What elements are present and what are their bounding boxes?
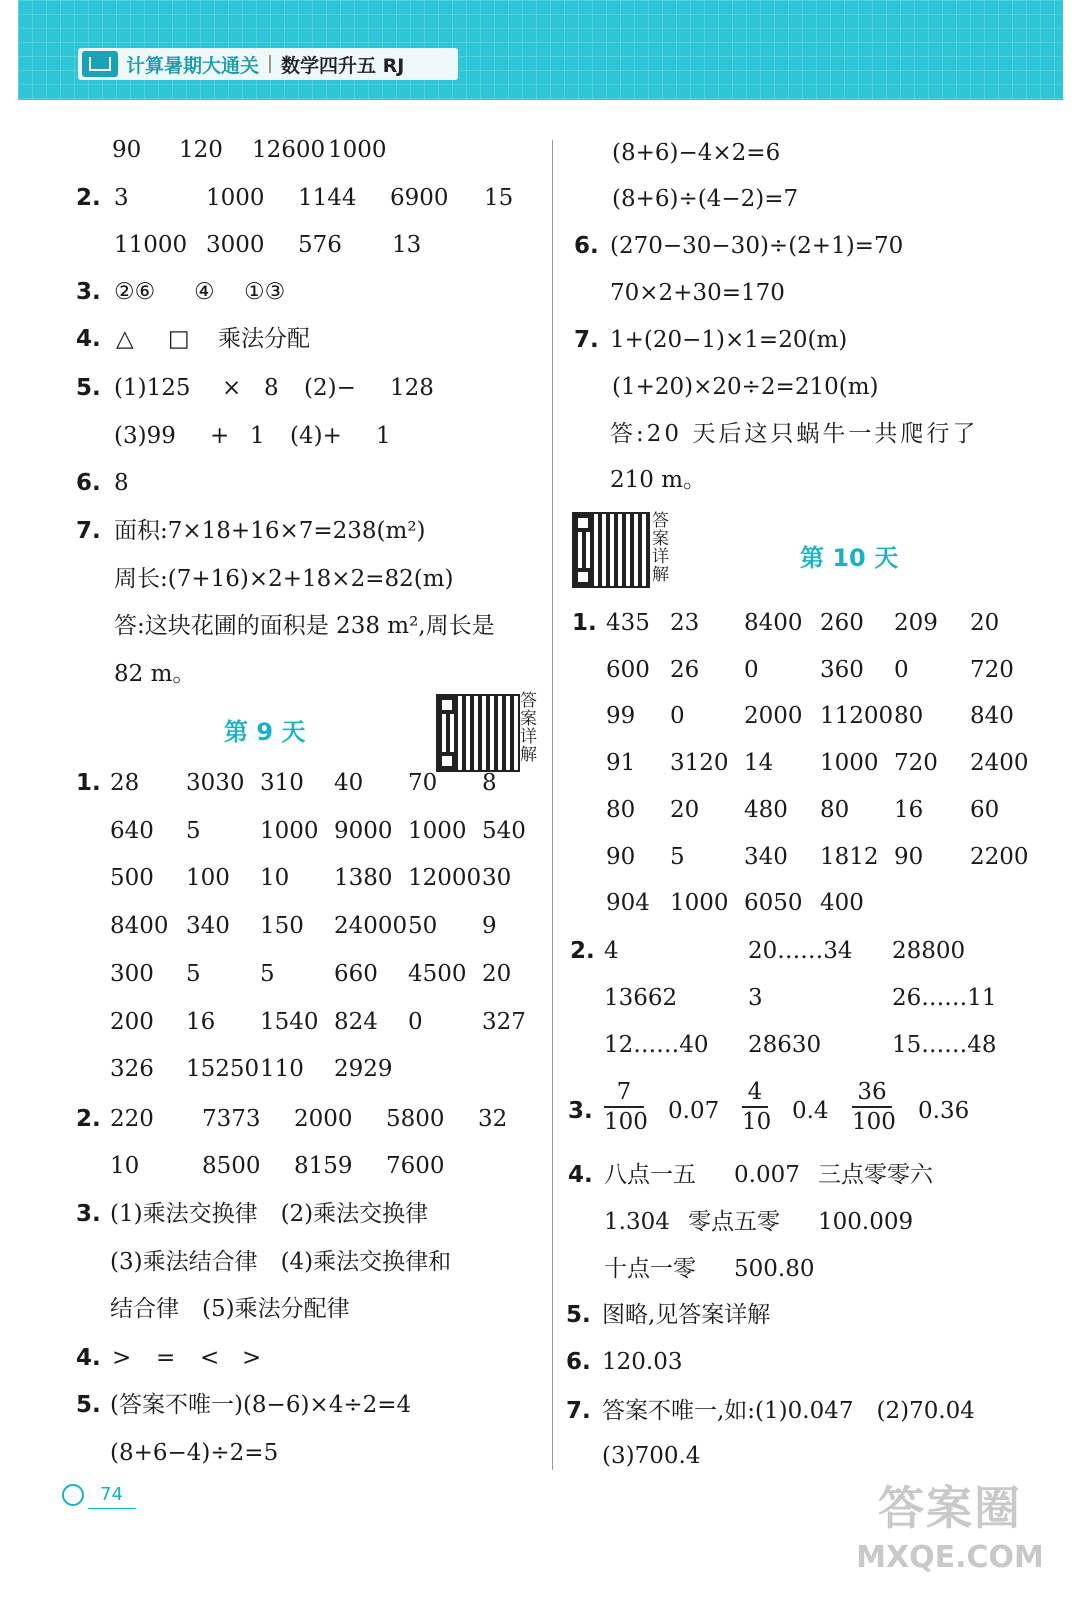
d9-q1-cell: 24000: [334, 913, 408, 940]
d10-q1-cell: 260: [820, 610, 864, 636]
d9-q1-cell: 0: [408, 1008, 423, 1035]
d9-q1-cell: 3030: [186, 770, 245, 796]
d10-q2-cell: 4: [604, 938, 619, 964]
d9-q1-cell: 326: [110, 1056, 154, 1083]
d10-q1-cell: 1000: [820, 750, 879, 777]
d10-q1-cell: 14: [744, 750, 774, 777]
header-banner: [18, 0, 1063, 100]
d9-q1-cell: 40: [334, 770, 364, 796]
d10-q1-cell: 0: [744, 656, 759, 683]
d10-q1-cell: 90: [894, 843, 924, 870]
d9-q1-cell: 8: [482, 770, 497, 796]
d9-q1-cell: 9: [482, 913, 497, 940]
d9-q1-cell: 100: [186, 865, 230, 892]
d10-q1-cell: 23: [670, 610, 700, 636]
d10-q1-cell: 80: [606, 796, 636, 823]
d10-q1-cell: 91: [606, 750, 636, 777]
d10-q1-cell: 720: [970, 656, 1014, 683]
d9-q1-cell: 8400: [110, 913, 169, 940]
d10-q1-cell: 400: [820, 890, 864, 917]
d10-q1-cell: 26: [670, 656, 700, 683]
d10-q1-cell: 0: [670, 703, 685, 730]
qr-code-day9[interactable]: [436, 694, 520, 772]
day-9-title: 第 9 天: [224, 718, 306, 746]
d10-q1-cell: 2000: [744, 703, 803, 730]
footer-rule: [88, 1508, 136, 1509]
d9-q1-cell: 5: [260, 960, 275, 987]
header-tag: [78, 48, 458, 80]
d10-q4-cell: 零点五零: [688, 1209, 780, 1235]
d10-q1-cell: 0: [894, 656, 909, 683]
d10-q1-cell: 2400: [970, 750, 1029, 777]
d9-q1-cell: 9000: [334, 817, 393, 844]
d9-q1-cell: 110: [260, 1056, 304, 1083]
series-title: 计算暑期大通关: [126, 54, 260, 77]
d9-q1-cell: 150: [260, 913, 304, 940]
d9-q2-cell: 32: [478, 1106, 508, 1132]
d10-q4-cell: 1.304: [604, 1209, 670, 1235]
d9-q1-cell: 70: [408, 770, 438, 796]
d10-q1-cell: 16: [894, 796, 924, 823]
d9-q1-cell: 310: [260, 770, 304, 796]
d10-q1-cell: 3120: [670, 750, 729, 777]
qr-label-day10: 答案详解: [652, 511, 669, 585]
d10-q2-cell: 26……11: [892, 985, 997, 1011]
d10-q1-cell: 99: [606, 703, 636, 730]
d10-q2-cell: 3: [748, 985, 763, 1011]
d9-q1-cell: 30: [482, 865, 512, 892]
d9-q1-cell: 540: [482, 817, 526, 844]
d10-q2-cell: 15……48: [892, 1032, 997, 1058]
subject-title: 数学四升五 RJ: [281, 54, 405, 77]
d10-q1-cell: 720: [894, 750, 938, 777]
d10-q1-cell: 360: [820, 656, 864, 683]
d9-q1-cell: 16: [186, 1008, 216, 1035]
d10-q4-cell: 十点一零: [604, 1256, 696, 1282]
fraction-4-10: 4 10: [742, 1079, 772, 1135]
d10-q1-cell: 6050: [744, 890, 803, 917]
page-number: 74: [100, 1484, 123, 1505]
d10-q1-cell: 8400: [744, 610, 803, 636]
d10-q1-cell: 600: [606, 656, 650, 683]
header-divider: [269, 55, 271, 73]
d9-q2-cell: 7373: [202, 1106, 261, 1132]
d10-q1-cell: 480: [744, 796, 788, 823]
d10-q1-cell: 5: [670, 843, 685, 870]
d10-q1-cell: 1812: [820, 843, 879, 870]
d9-q2-cell: 8159: [294, 1153, 353, 1179]
sun-icon: [62, 1484, 84, 1506]
d9-q2-cell: 2000: [294, 1106, 353, 1132]
day-10-title: 第 10 天: [800, 544, 899, 572]
d9-q1-cell: 20: [482, 960, 512, 987]
d9-q1-cell: 5: [186, 960, 201, 987]
d10-q2-cell: 12……40: [604, 1032, 709, 1058]
d10-q4-cell: 500.80: [734, 1256, 815, 1282]
d9-q1-cell: 50: [408, 913, 438, 940]
d10-q2-cell: 20……34: [748, 938, 853, 964]
d10-q2-cell: 13662: [604, 985, 678, 1011]
d9-q1-cell: 4500: [408, 960, 467, 987]
d9-q1-cell: 1000: [260, 817, 319, 844]
d9-q1-cell: 660: [334, 960, 378, 987]
d9-q1-cell: 12000: [408, 865, 482, 892]
d9-q1-cell: 640: [110, 817, 154, 844]
d10-q1-cell: 2200: [970, 843, 1029, 870]
watermark: 答案圈 MXQE.COM: [856, 1481, 1044, 1575]
qr-code-day10[interactable]: [572, 512, 650, 588]
d10-q1-cell: 435: [606, 610, 650, 636]
d10-q1-cell: 20: [970, 610, 1000, 636]
d9-q1-cell: 10: [260, 865, 290, 892]
d9-q2-cell: 220: [110, 1106, 154, 1132]
d10-q1-cell: 60: [970, 796, 1000, 823]
book-icon: [82, 51, 118, 77]
d10-q1-cell: 20: [670, 796, 700, 823]
d10-q4-cell: 八点一五: [604, 1162, 696, 1188]
d9-q1-cell: 5: [186, 817, 201, 844]
d10-q4-cell: 0.007: [734, 1162, 800, 1188]
d10-q4-cell: 三点零零六: [818, 1162, 933, 1188]
d10-q1-cell: 11200: [820, 703, 894, 730]
d9-q1-cell: 1540: [260, 1008, 319, 1035]
d10-q1-cell: 904: [606, 890, 650, 917]
d9-q1-cell: 300: [110, 960, 154, 987]
d10-q1-cell: 840: [970, 703, 1014, 730]
d10-q2-cell: 28800: [892, 938, 966, 964]
column-divider: [552, 140, 553, 1470]
d9-q1-cell: 1000: [408, 817, 467, 844]
d9-q2-cell: 10: [110, 1153, 140, 1179]
d9-q1-cell: 28: [110, 770, 140, 796]
d9-q1-cell: 500: [110, 865, 154, 892]
d10-q2-cell: 28630: [748, 1032, 822, 1058]
d9-q1-cell: 340: [186, 913, 230, 940]
d9-q1-cell: 1380: [334, 865, 393, 892]
d10-q1-cell: 80: [820, 796, 850, 823]
d10-q1-cell: 80: [894, 703, 924, 730]
qr-label-day9: 答案详解: [520, 691, 537, 765]
d9-q2-cell: 7600: [386, 1153, 445, 1179]
d10-q1-cell: 90: [606, 843, 636, 870]
d10-q1-cell: 340: [744, 843, 788, 870]
fraction-36-100: 36 100: [852, 1079, 896, 1135]
d9-q1-cell: 200: [110, 1008, 154, 1035]
d9-q1-cell: 824: [334, 1008, 378, 1035]
d10-q4-cell: 100.009: [818, 1209, 914, 1235]
d9-q1-cell: 327: [482, 1008, 526, 1035]
d10-q1-cell: 209: [894, 610, 938, 636]
fraction-7-100: 7 100: [604, 1079, 648, 1135]
d9-q2-cell: 8500: [202, 1153, 261, 1179]
d9-q2-cell: 5800: [386, 1106, 445, 1132]
d10-q1-cell: 1000: [670, 890, 729, 917]
d9-q1-cell: 15250: [186, 1056, 260, 1083]
d9-q1-cell: 2929: [334, 1056, 393, 1083]
